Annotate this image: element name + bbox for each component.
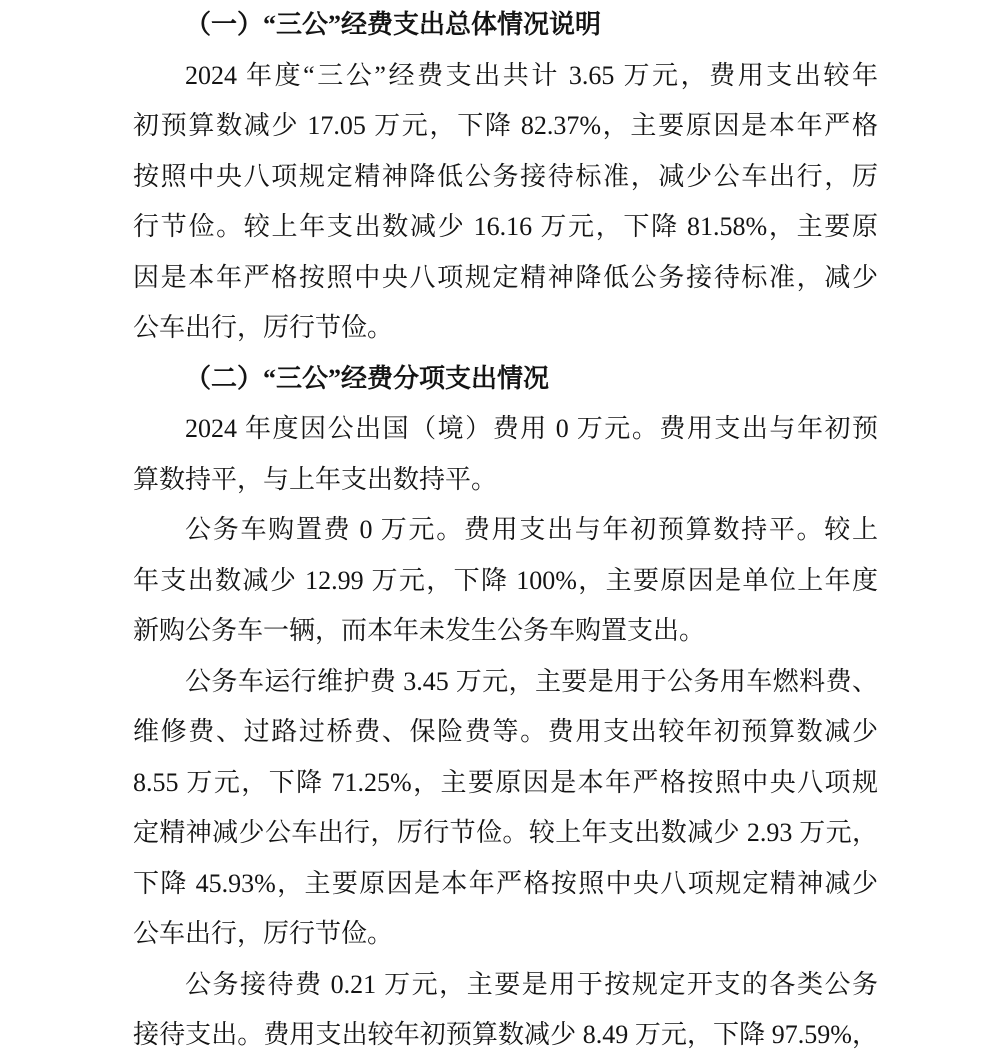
document-text-block bbox=[133, 0, 878, 1056]
paragraph-line: 算数持平，与上年支出数持平。 bbox=[133, 464, 498, 494]
paragraph-line: 下降 45.93%，主要原因是本年严格按照中央八项规定精神减少 bbox=[133, 868, 878, 898]
paragraph-line: 新购公务车一辆，而本年未发生公务车购置支出。 bbox=[133, 616, 706, 645]
paragraph-line: 接待支出。费用支出较年初预算数减少 8.49 万元，下降 97.59%， bbox=[133, 1020, 878, 1049]
paragraph-line: 2024 年度因公出国（境）费用 0 万元。费用支出与年初预 bbox=[185, 414, 878, 443]
paragraph-line: 行节俭。较上年支出数减少 16.16 万元，下降 81.58%，主要原 bbox=[133, 212, 878, 241]
paragraph-line: 因是本年严格按照中央八项规定精神降低公务接待标准，减少 bbox=[133, 262, 878, 292]
paragraph-line: 年支出数减少 12.99 万元，下降 100%，主要原因是单位上年度 bbox=[133, 565, 878, 595]
paragraph-line: 定精神减少公车出行，厉行节俭。较上年支出数减少 2.93 万元， bbox=[133, 818, 878, 847]
paragraph-line: 维修费、过路过桥费、保险费等。费用支出较年初预算数减少 bbox=[133, 717, 878, 746]
paragraph-line: 公车出行，厉行节俭。 bbox=[133, 919, 394, 948]
paragraph-line: 公务接待费 0.21 万元，主要是用于按规定开支的各类公务 bbox=[185, 969, 878, 999]
paragraph-line: 公车出行，厉行节俭。 bbox=[133, 313, 394, 342]
paragraph-line: 初预算数减少 17.05 万元，下降 82.37%，主要原因是本年严格 bbox=[133, 111, 878, 140]
paragraph-line: 2024 年度“三公”经费支出共计 3.65 万元，费用支出较年 bbox=[185, 60, 878, 90]
paragraph-line: 按照中央八项规定精神降低公务接待标准，减少公车出行，厉 bbox=[133, 161, 878, 191]
paragraph-line: 8.55 万元，下降 71.25%，主要原因是本年严格按照中央八项规 bbox=[133, 767, 878, 797]
paragraph-line: 公务车购置费 0 万元。费用支出与年初预算数持平。较上 bbox=[185, 515, 878, 544]
section-heading-1: （一）“三公”经费支出总体情况说明 bbox=[185, 10, 602, 39]
section-heading-2: （二）“三公”经费分项支出情况 bbox=[185, 363, 550, 393]
paragraph-line: 公务车运行维护费 3.45 万元，主要是用于公务用车燃料费、 bbox=[185, 666, 878, 696]
